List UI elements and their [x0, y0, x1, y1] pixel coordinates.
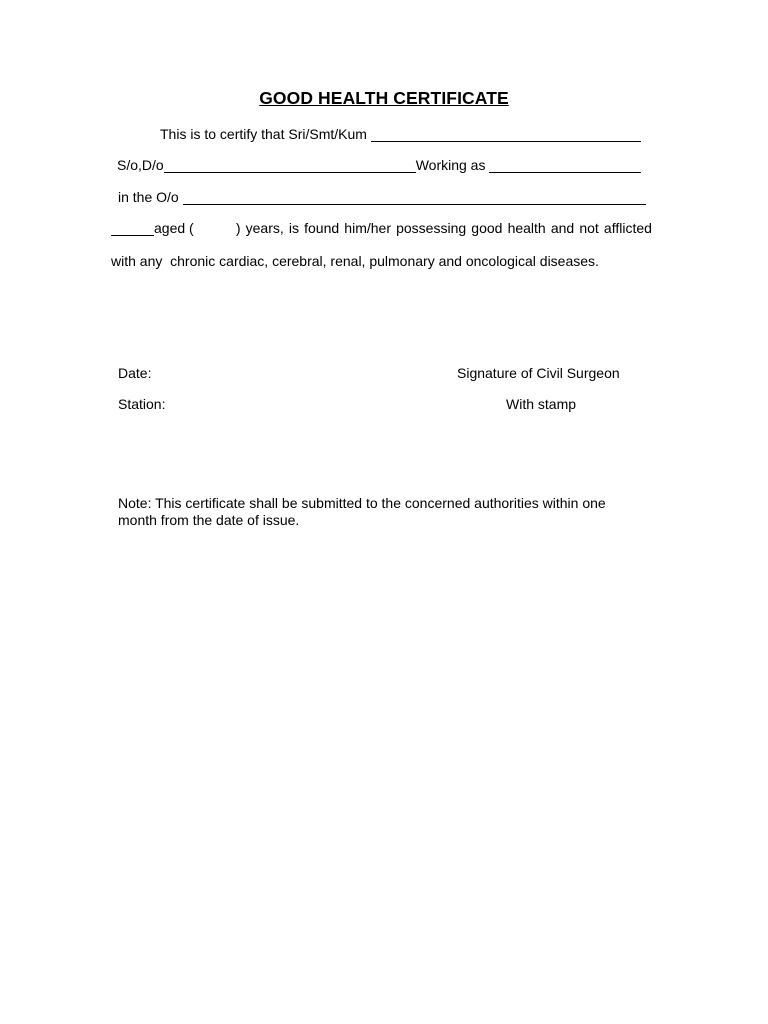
years-word-8: and	[550, 220, 575, 236]
stamp-label: With stamp	[506, 396, 577, 412]
office-line	[118, 188, 646, 206]
age-leading-blank	[111, 221, 154, 236]
age-prefix	[111, 219, 231, 237]
parent-name-blank	[164, 158, 416, 173]
note-text: Note: This certificate shall be submitted to the concerned authorities within one month from the date of issue.	[118, 495, 606, 528]
in-the-oo-label: in the O/o	[118, 189, 179, 205]
name-blank	[371, 127, 641, 142]
years-word-0: )	[235, 220, 241, 236]
diseases-line: with any chronic cardiac, cerebral, renal, pulmonary and oncological diseases.	[111, 253, 599, 269]
so-do-label: S/o,D/o	[117, 157, 164, 173]
age-line	[111, 219, 652, 237]
working-as-label: Working as	[415, 157, 486, 173]
certify-line	[160, 125, 641, 143]
years-word-10: afflicted	[603, 220, 652, 236]
aged-label: aged (	[154, 220, 194, 236]
relation-line	[117, 156, 641, 174]
years-word-7: health	[507, 220, 546, 236]
years-word-4: him/her	[344, 220, 391, 236]
designation-blank	[489, 158, 641, 173]
years-word-3: found	[304, 220, 340, 236]
years-word-5: possessing	[396, 220, 467, 236]
office-blank	[183, 190, 646, 205]
years-word-2: is	[288, 220, 299, 236]
years-word-9: not	[579, 220, 599, 236]
date-label: Date:	[118, 365, 152, 381]
certificate-title: GOOD HEALTH CERTIFICATE	[259, 88, 509, 108]
years-word-1: years,	[245, 220, 284, 236]
station-label: Station:	[118, 396, 166, 412]
certify-prefix: This is to certify that Sri/Smt/Kum	[160, 126, 367, 142]
years-word-6: good	[471, 220, 503, 236]
signature-label: Signature of Civil Surgeon	[457, 365, 620, 381]
